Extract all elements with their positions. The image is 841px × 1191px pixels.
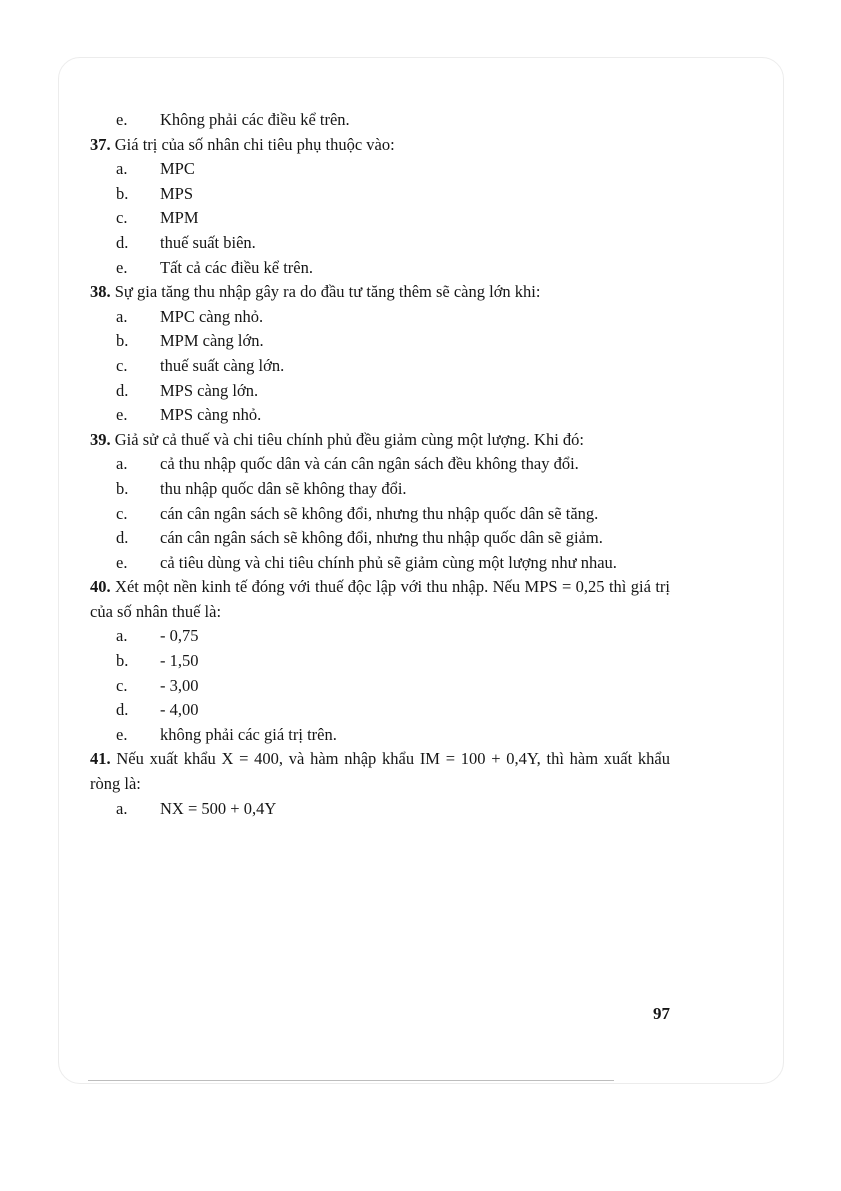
option-item <box>90 305 670 330</box>
question-number: 39. <box>90 429 111 449</box>
option-item <box>90 231 670 256</box>
question-text: Nếu xuất khẩu X = 400, và hàm nhập khẩu IM = 100 + 0,4Y, thì hàm xuất khẩu ròng là: <box>90 749 670 794</box>
option-item <box>90 649 670 674</box>
option-text: thuế suất biên. <box>160 232 256 252</box>
option-text: thu nhập quốc dân sẽ không thay đổi. <box>160 478 407 498</box>
option-item <box>90 403 670 428</box>
option-label: d. <box>116 380 129 400</box>
option-text: MPS càng nhỏ. <box>160 405 262 425</box>
option-label: e. <box>116 552 128 572</box>
option-label: b. <box>116 183 129 203</box>
option-item <box>90 698 670 723</box>
option-text: Không phải các điều kể trên. <box>160 110 350 129</box>
option-text: cả tiêu dùng và chi tiêu chính phủ sẽ giảm cùng một lượng như nhau. <box>160 552 617 572</box>
option-item <box>90 723 670 748</box>
option-label: e. <box>116 405 128 425</box>
question-41 <box>90 747 670 821</box>
option-label: e. <box>116 724 128 744</box>
option-text: cả thu nhập quốc dân và cán cân ngân sách đều không thay đổi. <box>160 454 579 474</box>
option-item <box>90 329 670 354</box>
option-text: Tất cả các điều kể trên. <box>160 257 313 277</box>
page-number: 97 <box>653 1004 670 1023</box>
option-item <box>90 354 670 379</box>
option-label: c. <box>116 503 128 523</box>
option-item <box>90 157 670 182</box>
option-label: b. <box>116 331 129 351</box>
option-item <box>90 674 670 699</box>
option-text: MPC <box>160 159 195 179</box>
page-content <box>90 108 670 821</box>
option-text: NX = 500 + 0,4Y <box>160 798 277 818</box>
option-label: a. <box>116 159 128 179</box>
option-label: e. <box>116 257 128 277</box>
option-label: c. <box>116 208 128 228</box>
option-text: - 1,50 <box>160 651 199 671</box>
option-item <box>90 379 670 404</box>
option-item <box>90 477 670 502</box>
question-37 <box>90 133 670 281</box>
bottom-rule <box>88 1080 614 1081</box>
option-label: a. <box>116 626 128 646</box>
question-number: 37. <box>90 134 111 154</box>
question-39 <box>90 428 670 576</box>
option-label: b. <box>116 478 129 498</box>
option-item <box>90 797 670 822</box>
option-text: MPS càng lớn. <box>160 380 259 400</box>
option-label: d. <box>116 700 129 720</box>
question-number: 41. <box>90 749 111 769</box>
option-label: b. <box>116 651 129 671</box>
option-text: cán cân ngân sách sẽ không đổi, nhưng thu nhập quốc dân sẽ giảm. <box>160 528 603 548</box>
option-text: thuế suất càng lớn. <box>160 355 285 375</box>
option-label: e. <box>116 110 128 129</box>
option-label: a. <box>116 454 128 474</box>
question-text: Giả sử cả thuế và chi tiêu chính phủ đều giảm cùng một lượng. Khi đó: <box>114 429 585 449</box>
option-item <box>90 256 670 281</box>
option-label: d. <box>116 232 129 252</box>
option-item <box>90 206 670 231</box>
option-item <box>90 502 670 527</box>
question-number: 40. <box>90 577 111 597</box>
option-text: MPM càng lớn. <box>160 331 264 351</box>
option-item <box>90 551 670 576</box>
leading-option <box>90 108 670 133</box>
option-text: cán cân ngân sách sẽ không đổi, nhưng thu nhập quốc dân sẽ tăng. <box>160 503 599 523</box>
option-text: - 0,75 <box>160 626 199 646</box>
option-text: không phải các giá trị trên. <box>160 724 337 744</box>
question-38 <box>90 280 670 428</box>
question-text: Giá trị của số nhân chi tiêu phụ thuộc vào: <box>114 134 395 154</box>
option-label: d. <box>116 528 129 548</box>
option-label: c. <box>116 355 128 375</box>
option-text: - 3,00 <box>160 675 199 695</box>
option-item <box>90 526 670 551</box>
option-item <box>90 624 670 649</box>
option-text: - 4,00 <box>160 700 199 720</box>
question-text: Xét một nền kinh tế đóng với thuế độc lập với thu nhập. Nếu MPS = 0,25 thì giá trị của số nhân thuế là: <box>90 577 671 621</box>
option-item <box>90 182 670 207</box>
option-label: c. <box>116 675 128 695</box>
question-number: 38. <box>90 282 111 302</box>
option-text: MPM <box>160 208 199 228</box>
option-text: MPC càng nhỏ. <box>160 306 264 326</box>
option-text: MPS <box>160 183 194 203</box>
question-text: Sự gia tăng thu nhập gây ra do đầu tư tăng thêm sẽ càng lớn khi: <box>114 282 541 302</box>
option-item <box>90 452 670 477</box>
option-label: a. <box>116 306 128 326</box>
question-40 <box>90 575 670 747</box>
option-label: a. <box>116 798 128 818</box>
